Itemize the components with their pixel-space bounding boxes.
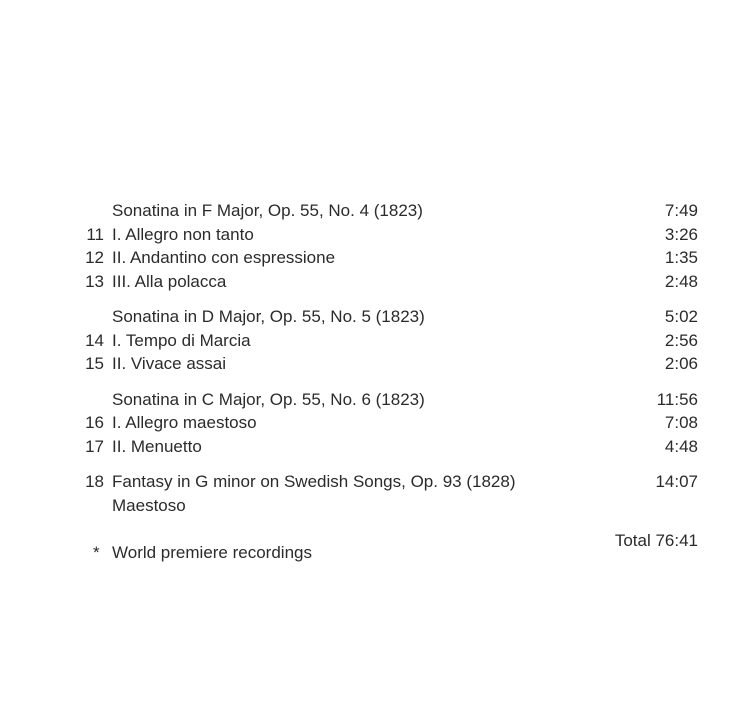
work-title: Fantasy in G minor on Swedish Songs, Op. 93 (1828) [112,472,516,491]
work-heading [0,305,742,329]
track-row [0,329,742,353]
premiere-marker: * [93,543,100,562]
track-duration: 7:08 [664,413,698,432]
track-row [0,270,742,294]
total-duration: Total 76:41 [614,531,698,550]
track-row [0,411,742,435]
work-title: Sonatina in D Major, Op. 55, No. 5 (1823) [112,307,425,326]
track-number: 18 [85,472,104,491]
track-row [0,246,742,270]
premiere-note: World premiere recordings [112,543,312,562]
track-title: I. Allegro non tanto [112,224,254,244]
footer [0,531,742,561]
track-duration: 1:35 [664,248,698,267]
track-number: 11 [86,224,104,244]
work-duration: 11:56 [656,389,698,409]
track-number: 14 [85,330,104,350]
work-heading [0,388,742,412]
track-title: II. Menuetto [112,436,202,456]
track-title: Maestoso [112,495,186,515]
track-row [0,494,742,518]
track-title: II. Vivace assai [112,354,227,373]
work-duration: 7:49 [664,201,698,220]
work-duration: 14:07 [655,472,698,491]
track-row [0,352,742,376]
track-duration: 4:48 [664,436,698,456]
track-number: 15 [85,354,104,373]
track-number: 17 [85,436,104,456]
work-heading [0,470,742,494]
track-duration: 3:26 [664,224,698,244]
work-duration: 5:02 [664,307,698,326]
track-number: 12 [85,248,104,267]
track-number: 16 [85,413,104,432]
track-number: 13 [85,271,104,291]
track-title: I. Tempo di Marcia [112,330,251,350]
track-duration: 2:48 [664,271,698,291]
track-duration: 2:06 [664,354,698,373]
track-title: II. Andantino con espressione [112,248,336,267]
track-row [0,435,742,459]
track-title: I. Allegro maestoso [112,413,257,432]
work-heading [0,199,742,223]
tracklist [0,199,742,561]
track-duration: 2:56 [664,330,698,350]
track-title: III. Alla polacca [112,271,227,291]
track-row [0,223,742,247]
work-title: Sonatina in F Major, Op. 55, No. 4 (1823) [112,201,423,220]
work-title: Sonatina in C Major, Op. 55, No. 6 (1823) [112,389,425,409]
